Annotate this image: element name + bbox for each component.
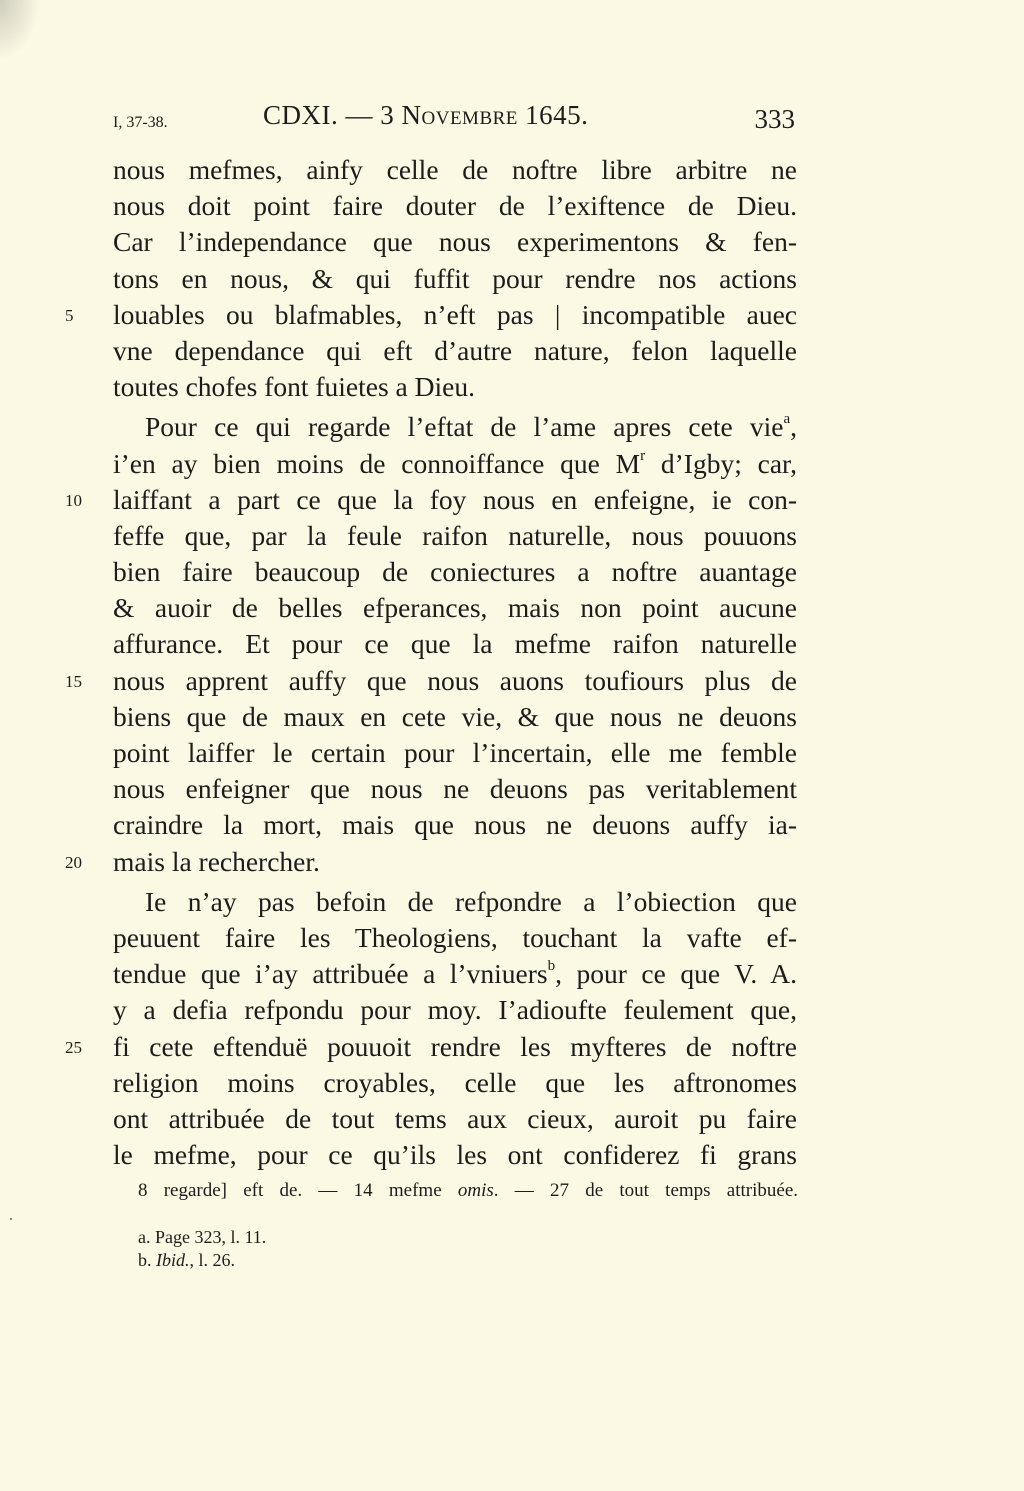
text-line: [113, 188, 797, 224]
footnote-marker: r: [640, 447, 646, 464]
footnote-b-label: b.: [138, 1250, 156, 1270]
header-title-prefix: CDXI. — 3: [263, 100, 402, 130]
line-number: 15: [65, 671, 82, 691]
line-text: mais la rechercher.: [113, 845, 320, 877]
header-title-year: 1645.: [517, 100, 589, 130]
header-title-month: Novembre: [401, 100, 518, 130]
text-line: [65, 663, 797, 699]
line-text: religion moins croyables, celle que les aftronomes: [113, 1066, 797, 1098]
variant-text-2: . — 27 de tout temps attribuée.: [493, 1180, 798, 1201]
line-text-continued: , pour ce que V. A.: [555, 958, 798, 990]
text-line: [113, 992, 797, 1028]
line-text: biens que de maux en cete vie, & que nous ne deuons: [113, 700, 797, 732]
footnote-a: a. Page 323, l. 11.: [138, 1227, 267, 1247]
header-title: [263, 100, 588, 131]
line-text: peuuent faire les Theologiens, touchant la vafte ef-: [113, 921, 797, 953]
text-line: [113, 1101, 797, 1137]
line-text: bien faire beaucoup de coniectures a noftre auantage: [113, 556, 797, 588]
line-text: nous mefmes, ainfy celle de noftre libre arbitre ne: [113, 154, 797, 185]
page-corner-shadow: [0, 0, 40, 60]
text-line: [113, 224, 797, 260]
text-line: [113, 152, 797, 188]
footnote-marker: b: [547, 958, 556, 975]
text-line: [113, 369, 797, 405]
line-text: toutes chofes font fuietes a Dieu.: [113, 371, 475, 403]
text-line: [113, 807, 797, 843]
text-line: [113, 409, 797, 445]
text-line: [113, 920, 797, 956]
line-text-continued: d’Igby; car,: [645, 447, 797, 479]
line-text: point laiffer le certain pour l’incertain, elle me femble: [113, 737, 797, 768]
footnote-marker: a: [783, 411, 791, 428]
line-text: tendue que i’ay attribuée a l’vniuers: [113, 958, 548, 990]
line-text: i’en ay bien moins de connoiffance que M: [113, 447, 641, 479]
line-number: 5: [65, 305, 74, 325]
line-text: vne dependance qui eft d’autre nature, felon laquelle: [113, 334, 797, 366]
line-number: 25: [65, 1037, 82, 1057]
footnote-b-rest: , l. 26.: [189, 1250, 236, 1270]
line-number: 10: [65, 490, 82, 510]
line-text: laiffant a part ce que la foy nous en enfeigne, ie con-: [113, 483, 797, 515]
variant-text-1: 8 regarde] eft de. — 14 mefme: [138, 1180, 458, 1201]
text-line: [113, 956, 797, 992]
letter-body: [65, 152, 798, 1173]
line-text: fi cete eftenduë pouuoit rendre les myfteres de noftre: [113, 1030, 797, 1062]
text-line: [65, 1029, 797, 1065]
line-text: y a defia refpondu pour moy. I’adioufte feulement que,: [113, 994, 797, 1026]
line-text: Ie n’ay pas befoin de refpondre a l’obiection que: [145, 885, 797, 917]
line-text: affurance. Et pour ce que la mefme raifon naturelle: [113, 628, 797, 660]
text-line: [113, 735, 797, 771]
text-line: [113, 446, 797, 482]
page-number: 333: [754, 104, 795, 134]
line-text: tons en nous, & qui fuffit pour rendre nos actions: [113, 262, 797, 294]
text-line: [65, 844, 797, 880]
line-text: craindre la mort, mais que nous ne deuons auffy ia-: [113, 809, 797, 841]
line-text: ont attribuée de tout tems aux cieux, auroit pu faire: [113, 1102, 797, 1134]
text-line: [113, 699, 797, 735]
text-line: [113, 261, 797, 297]
variant-omis: omis: [457, 1180, 494, 1201]
line-text: nous doit point faire douter de l’exiftence de Dieu.: [113, 190, 797, 222]
line-text: nous apprent auffy que nous auons toufiours plus de: [113, 664, 797, 696]
line-text: Pour ce qui regarde l’eftat de l’ame apres cete vie: [145, 411, 784, 443]
text-line: [113, 626, 797, 662]
footnote-b: [138, 1249, 266, 1272]
page-edge-speck: [10, 1218, 12, 1220]
text-line: [113, 554, 797, 590]
text-line: [65, 297, 797, 333]
variant-readings: [138, 1180, 798, 1202]
line-text: feffe que, par la feule raifon naturelle, nous pouuons: [113, 519, 797, 551]
text-line: [113, 518, 797, 554]
running-header: [113, 100, 803, 140]
line-text: le mefme, pour ce qu’ils les ont confiderez fi grans: [113, 1139, 797, 1171]
text-line: [65, 482, 797, 518]
line-text: & auoir de belles efperances, mais non point aucune: [113, 592, 797, 624]
text-line: [113, 884, 797, 920]
text-line: [113, 771, 797, 807]
header-reference: I, 37-38.: [113, 114, 168, 131]
text-line: [113, 590, 797, 626]
line-text: Car l’independance que nous experimentons & fen-: [113, 226, 797, 258]
line-text-continued: ,: [790, 411, 797, 443]
footnote-b-ibid: Ibid.: [156, 1250, 190, 1270]
text-line: [113, 333, 797, 369]
text-line: [113, 1137, 797, 1173]
line-text: louables ou blafmables, n’eft pas | incompatible auec: [113, 298, 797, 330]
line-number: 20: [65, 852, 82, 872]
footnotes: [138, 1226, 266, 1272]
line-text: nous enfeigner que nous ne deuons pas veritablement: [113, 773, 797, 805]
text-line: [113, 1065, 797, 1101]
